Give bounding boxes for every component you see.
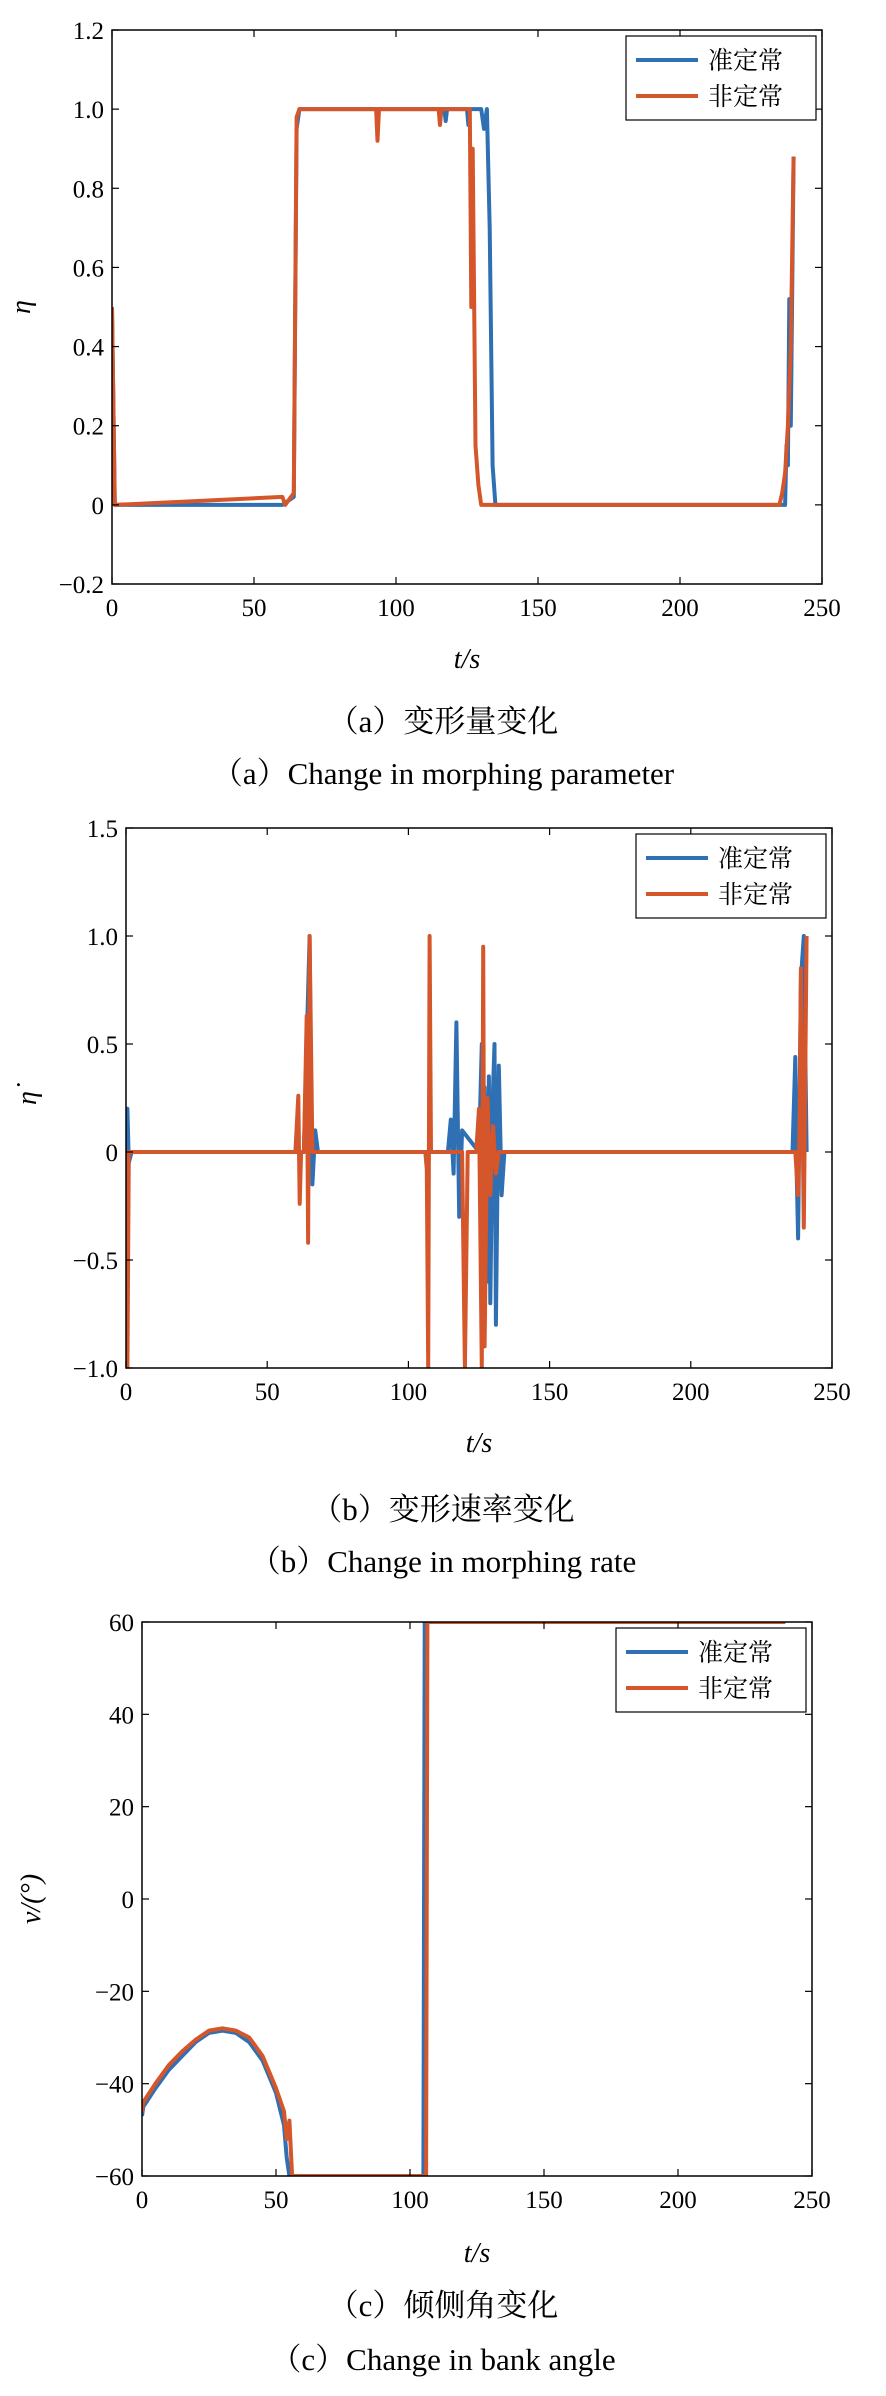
- legend-b: [636, 834, 826, 918]
- y-tick-label-b-4: 1.0: [86, 924, 118, 951]
- x-tick-label-b-2: 100: [389, 1379, 428, 1406]
- x-axis-label-c: t/s: [463, 2238, 491, 2269]
- caption-b-en: （b）Change in morphing rate: [249, 1544, 637, 1579]
- y-tick-label-a-2: 0.2: [72, 413, 104, 441]
- y-tick-label-c-3: 0: [121, 1887, 134, 1914]
- x-tick-label-b-1: 50: [254, 1379, 280, 1406]
- y-axis-label-b: η̇: [12, 1091, 43, 1105]
- chart-b: [0, 810, 886, 1510]
- series-line-b-1: [126, 936, 807, 1368]
- y-tick-label-c-6: 60: [109, 1610, 134, 1637]
- y-axis-label-c: ν/(°): [16, 1873, 47, 1925]
- series-line-a-1: [112, 109, 794, 505]
- caption-c-en: （c）Change in bank angle: [270, 2342, 616, 2377]
- x-tick-label-c-4: 200: [659, 2187, 697, 2214]
- y-tick-label-b-1: −0.5: [72, 1248, 118, 1275]
- legend-label-b-1: 非定常: [718, 880, 794, 909]
- y-tick-label-b-5: 1.5: [86, 816, 118, 843]
- x-tick-label-b-0: 0: [119, 1379, 133, 1406]
- y-tick-label-c-4: 20: [109, 1794, 134, 1822]
- legend-label-a-0: 准定常: [708, 46, 784, 75]
- caption-a-cn: （a）变形量变化: [327, 704, 559, 739]
- y-tick-label-c-1: −40: [94, 2071, 134, 2099]
- y-tick-label-a-7: 1.2: [72, 18, 104, 45]
- legend-label-a-1: 非定常: [708, 82, 784, 111]
- legend-c: [616, 1628, 806, 1712]
- x-tick-label-c-1: 50: [263, 2187, 289, 2214]
- y-tick-label-b-2: 0: [105, 1140, 118, 1167]
- chart-a: [0, 0, 886, 700]
- y-tick-label-a-4: 0.6: [72, 255, 104, 283]
- y-tick-label-a-1: 0: [91, 492, 104, 520]
- y-tick-label-b-3: 0.5: [86, 1032, 118, 1059]
- legend-label-c-0: 准定常: [698, 1638, 774, 1667]
- caption-b-cn: （b）变形速率变化: [311, 1492, 575, 1527]
- caption-c-cn: （c）倾侧角变化: [327, 2288, 559, 2323]
- x-tick-label-c-0: 0: [135, 2187, 149, 2214]
- y-tick-label-a-6: 1.0: [72, 97, 104, 125]
- y-tick-label-a-5: 0.8: [72, 176, 104, 204]
- x-tick-label-a-5: 250: [803, 595, 841, 622]
- x-axis-label-a: t/s: [453, 644, 481, 675]
- legend-a: [626, 36, 816, 120]
- x-tick-label-a-0: 0: [105, 595, 119, 622]
- x-tick-label-a-4: 200: [661, 595, 699, 622]
- x-tick-label-b-3: 150: [530, 1379, 569, 1406]
- series-line-a-0: [112, 109, 794, 505]
- caption-a-en: （a）Change in morphing parameter: [211, 756, 675, 791]
- y-tick-label-c-0: −60: [94, 2164, 134, 2191]
- x-axis-label-b: t/s: [465, 1428, 493, 1459]
- x-tick-label-a-1: 50: [241, 595, 267, 622]
- legend-label-b-0: 准定常: [718, 844, 794, 873]
- y-tick-label-b-0: −1.0: [72, 1356, 118, 1383]
- y-axis-label-a: η: [6, 300, 37, 314]
- x-tick-label-b-4: 200: [672, 1379, 710, 1406]
- y-tick-label-a-3: 0.4: [72, 334, 104, 362]
- x-tick-label-a-3: 150: [519, 595, 557, 622]
- x-tick-label-b-5: 250: [813, 1379, 851, 1406]
- legend-label-c-1: 非定常: [698, 1674, 774, 1703]
- y-tick-label-c-2: −20: [94, 1979, 134, 2007]
- x-tick-label-c-5: 250: [793, 2187, 831, 2214]
- x-tick-label-a-2: 100: [377, 595, 415, 622]
- y-tick-label-c-5: 40: [109, 1702, 134, 1730]
- y-tick-label-a-0: −0.2: [58, 572, 104, 599]
- chart-c: [0, 1600, 886, 2300]
- x-tick-label-c-3: 150: [525, 2187, 563, 2214]
- x-tick-label-c-2: 100: [391, 2187, 429, 2214]
